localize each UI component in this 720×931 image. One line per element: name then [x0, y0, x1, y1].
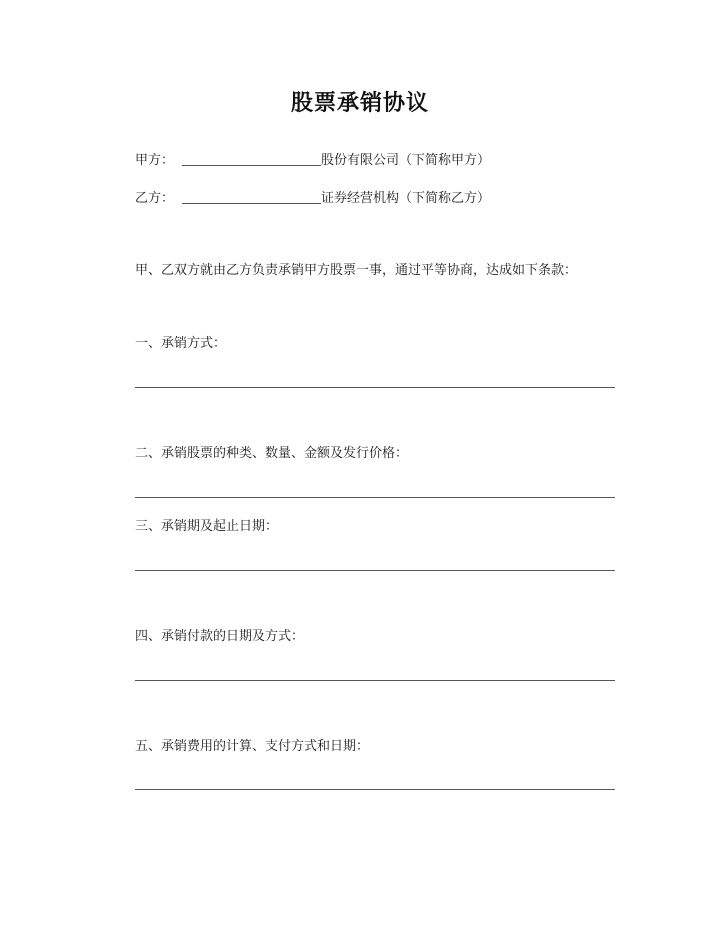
- party-b-label: 乙方：: [135, 191, 175, 206]
- party-b-suffix: 证券经营机构（下简称乙方）: [321, 191, 491, 206]
- clause-3-heading: 三、承销期及起止日期：: [135, 519, 279, 534]
- clause-1-fill-line[interactable]: [135, 387, 615, 388]
- clause-1-heading: 一、承销方式：: [135, 336, 227, 351]
- clause-4-fill-line[interactable]: [135, 680, 615, 681]
- party-a-name-blank[interactable]: [182, 151, 321, 166]
- party-a-label: 甲方：: [135, 153, 175, 168]
- clause-3-fill-line[interactable]: [135, 570, 615, 571]
- document-title: 股票承销协议: [290, 91, 429, 116]
- party-b-name-blank[interactable]: [182, 189, 321, 204]
- clause-5-fill-line[interactable]: [135, 789, 615, 790]
- party-a-row: [135, 150, 490, 168]
- party-b-row: [135, 188, 490, 206]
- clause-5-heading: 五、承销费用的计算、支付方式和日期：: [135, 739, 370, 754]
- clause-4-heading: 四、承销付款的日期及方式：: [135, 629, 305, 644]
- clause-2-fill-line[interactable]: [135, 497, 615, 498]
- clause-2-heading: 二、承销股票的种类、数量、金额及发行价格：: [135, 446, 409, 461]
- preamble-text: 甲、乙双方就由乙方负责承销甲方股票一事，通过平等协商，达成如下条款：: [135, 263, 578, 278]
- party-a-suffix: 股份有限公司（下简称甲方）: [321, 153, 491, 168]
